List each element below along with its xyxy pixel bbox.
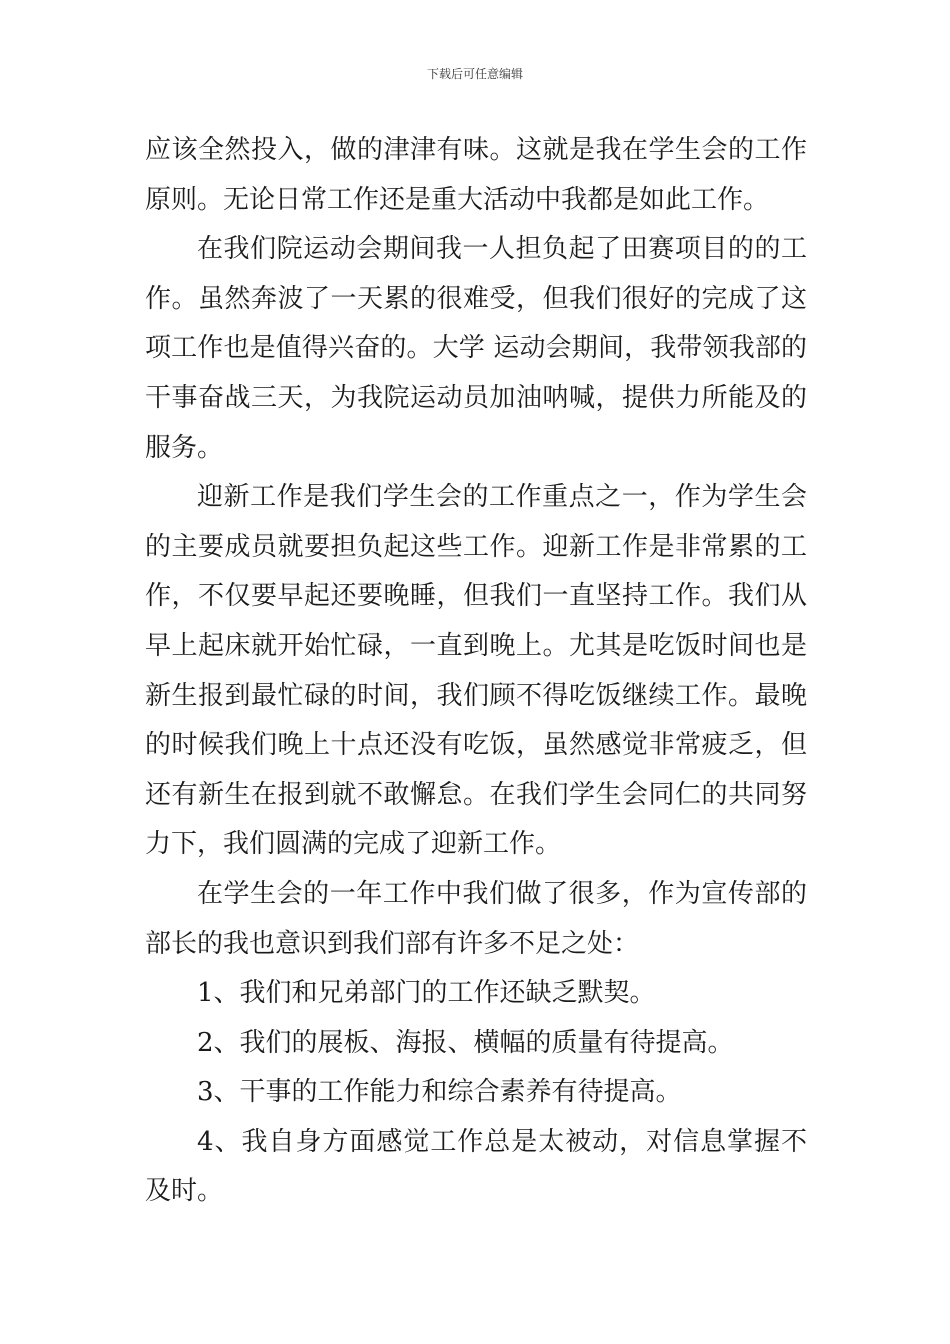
list-item-4: 4、我自身方面感觉工作总是太被动，对信息掌握不及时。 bbox=[145, 1126, 807, 1207]
page-header: 下载后可任意编辑 bbox=[426, 67, 523, 81]
list-item-2: 2、我们的展板、海报、横幅的质量有待提高。 bbox=[197, 1027, 734, 1058]
paragraph-1: 应该全然投入，做的津津有味。这就是我在学生会的工作原则。无论日常工作还是重大活动中我都是如此工作。 bbox=[145, 135, 807, 215]
paragraph-2: 在我们院运动会期间我一人担负起了田赛项目的的工作。虽然奔波了一天累的很难受，但我们很好的完成了这项工作也是值得兴奋的。大学 运动会期间，我带领我部的干事奋战三天，为我院运动员加油呐喊，提供力所能及的服务。 bbox=[145, 234, 807, 463]
list-item-1: 1、我们和兄弟部门的工作还缺乏默契。 bbox=[197, 978, 656, 1009]
paragraph-4: 在学生会的一年工作中我们做了很多，作为宣传部的部长的我也意识到我们部有许多不足之处： bbox=[145, 878, 807, 959]
document-body bbox=[145, 126, 807, 1217]
list-item-3: 3、干事的工作能力和综合素养有待提高。 bbox=[197, 1077, 682, 1108]
paragraph-3: 迎新工作是我们学生会的工作重点之一，作为学生会的主要成员就要担负起这些工作。迎新工作是非常累的工作，不仅要早起还要晚睡，但我们一直坚持工作。我们从早上起床就开始忙碌，一直到晚上。尤其是吃饭时间也是新生报到最忙碌的时间，我们顾不得吃饭继续工作。最晚的时候我们晚上十点还没有吃饭，虽然感觉非常疲乏，但还有新生在报到就不敢懈怠。在我们学生会同仁的共同努力下，我们圆满的完成了迎新工作。 bbox=[145, 482, 807, 860]
